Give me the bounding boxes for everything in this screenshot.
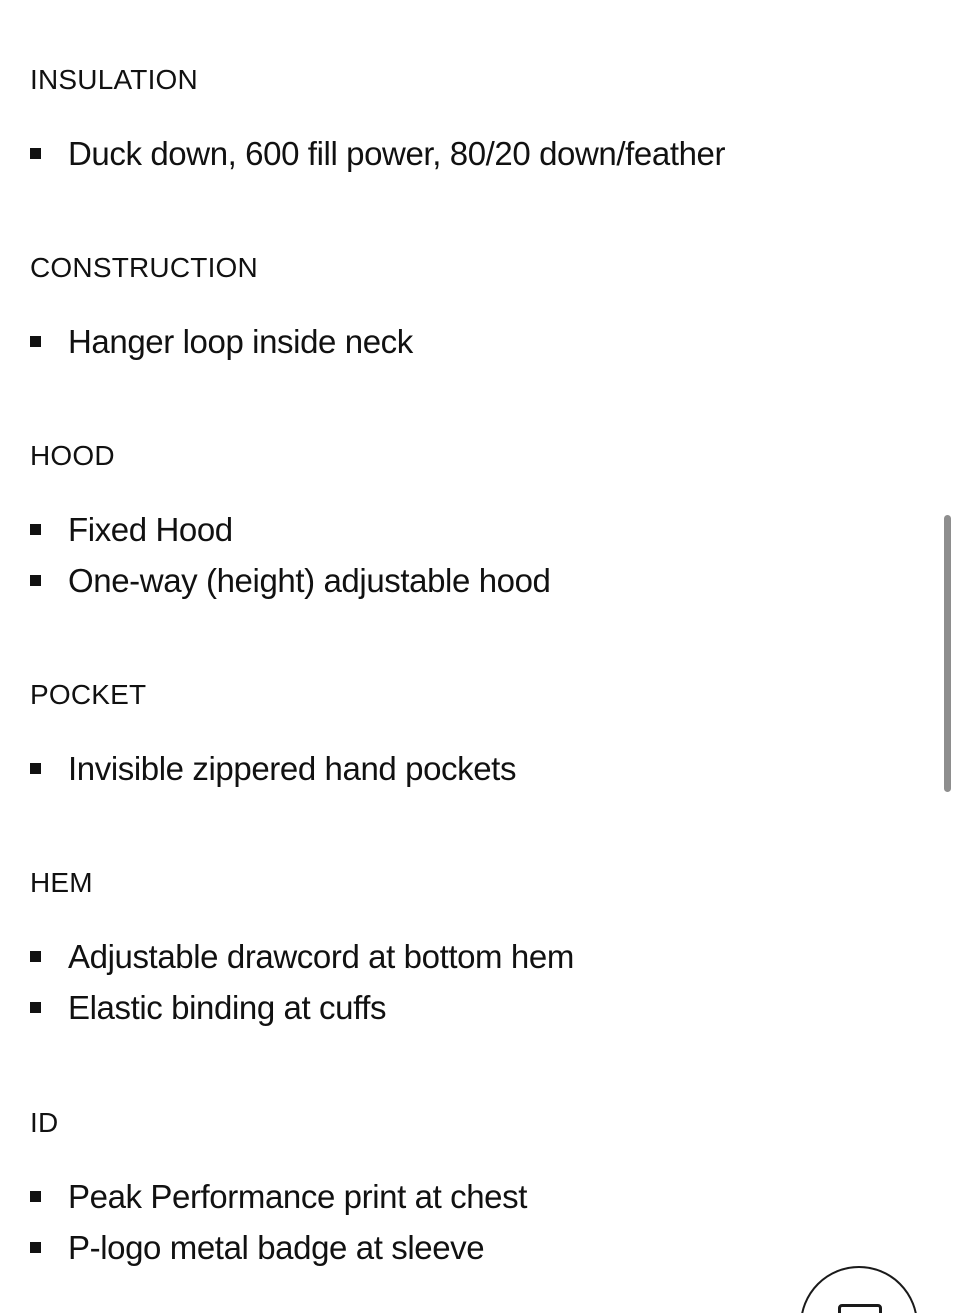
list-item [30, 743, 516, 794]
list-item-text: Hanger loop inside neck [68, 323, 413, 360]
section-title: HEM [30, 867, 93, 898]
feature-list [30, 743, 516, 794]
section-title: INSULATION [30, 64, 198, 95]
list-item [30, 316, 413, 367]
square-bullet-icon [30, 1242, 41, 1253]
list-item [30, 1171, 527, 1222]
list-item-text: Duck down, 600 fill power, 80/20 down/feather [68, 135, 726, 172]
square-bullet-icon [30, 524, 41, 535]
list-item-text: P-logo metal badge at sleeve [68, 1229, 485, 1266]
section-insulation [30, 64, 910, 172]
square-bullet-icon [30, 951, 41, 962]
feature-list [30, 128, 725, 179]
section-construction [30, 252, 910, 360]
square-bullet-icon [30, 148, 41, 159]
section-hem [30, 867, 910, 1026]
section-hood [30, 440, 910, 599]
square-bullet-icon [30, 575, 41, 586]
feature-list [30, 931, 574, 1033]
list-item [30, 982, 574, 1033]
section-title: HOOD [30, 440, 115, 471]
list-item-text: Adjustable drawcord at bottom hem [68, 938, 574, 975]
section-title: ID [30, 1107, 59, 1138]
square-bullet-icon [30, 763, 41, 774]
chat-icon [838, 1304, 882, 1313]
list-item [30, 1222, 527, 1273]
feature-list [30, 504, 551, 606]
square-bullet-icon [30, 1191, 41, 1202]
list-item [30, 128, 725, 179]
list-item [30, 931, 574, 982]
section-title: POCKET [30, 679, 147, 710]
list-item-text: Fixed Hood [68, 511, 233, 548]
list-item [30, 555, 551, 606]
scrollbar-thumb[interactable] [944, 515, 951, 792]
list-item-text: One-way (height) adjustable hood [68, 562, 551, 599]
square-bullet-icon [30, 336, 41, 347]
feature-list [30, 316, 413, 367]
section-title: CONSTRUCTION [30, 252, 258, 283]
list-item-text: Peak Performance print at chest [68, 1178, 527, 1215]
list-item-text: Elastic binding at cuffs [68, 989, 387, 1026]
section-pocket [30, 679, 910, 787]
list-item-text: Invisible zippered hand pockets [68, 750, 517, 787]
section-id [30, 1107, 910, 1266]
square-bullet-icon [30, 1002, 41, 1013]
list-item [30, 504, 551, 555]
feature-list [30, 1171, 527, 1273]
chat-button[interactable] [800, 1266, 918, 1313]
